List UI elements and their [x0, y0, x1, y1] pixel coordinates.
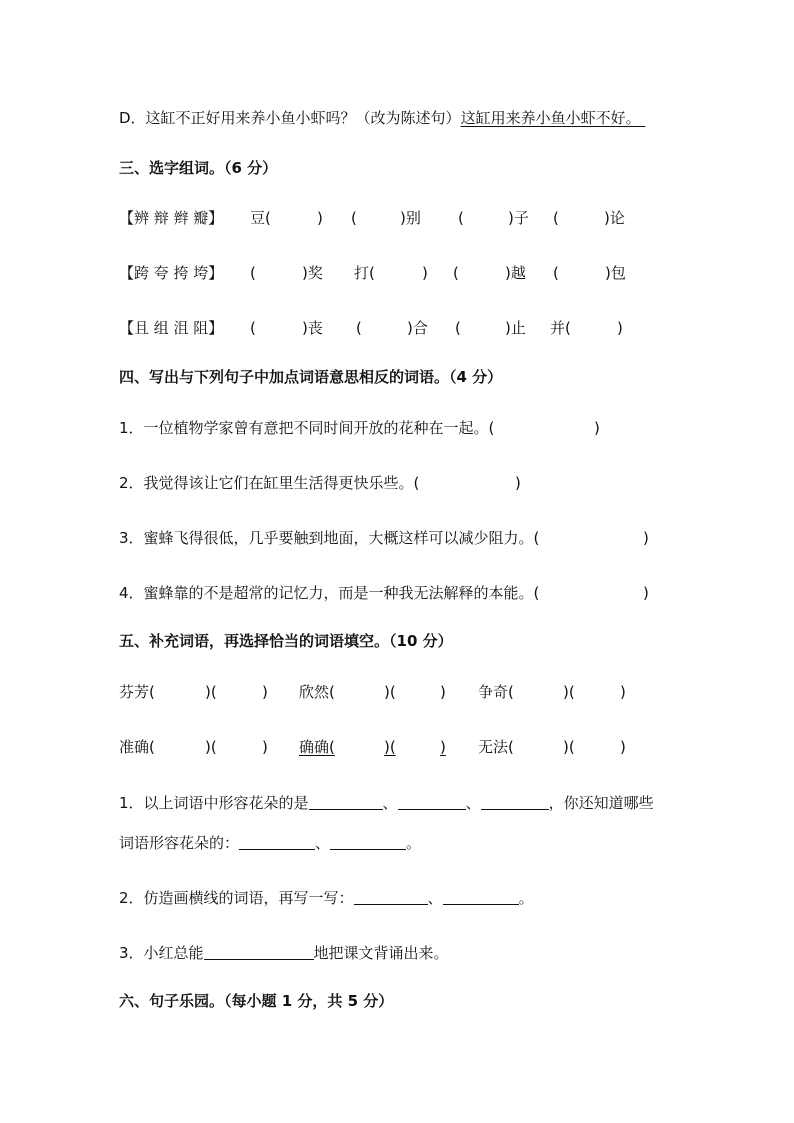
char-group: 【辨 辩 辫 瓣】: [119, 209, 224, 227]
word-blank: )(: [563, 683, 575, 701]
answer-blank: [443, 888, 519, 905]
blank-close: ): [422, 264, 428, 282]
word-blank: )(: [563, 738, 575, 756]
blank-open: 豆(: [250, 209, 271, 227]
section3-heading: 三、选字组词。（6 分）: [119, 159, 278, 177]
blank-open: (: [250, 264, 256, 282]
item-text: 2．我觉得该让它们在缸里生活得更快乐些。(: [119, 474, 420, 492]
blank-close: ): [594, 419, 600, 437]
section3-row-3: [119, 318, 679, 338]
blank-close: )止: [505, 319, 526, 337]
section5-word-row-2: [119, 737, 639, 757]
blank-open: (: [351, 209, 357, 227]
word-blank: )(: [384, 683, 396, 701]
section3-row-2: [119, 263, 679, 283]
section5-word-row-1: [119, 682, 639, 702]
question-d-text: D．这缸不正好用来养小鱼小虾吗？（改为陈述句）: [119, 109, 461, 127]
answer-blank: [481, 793, 549, 810]
answer-blank: [239, 833, 315, 850]
blank-open: 打(: [354, 264, 375, 282]
blank-close: )子: [508, 209, 529, 227]
word-blank: ): [262, 683, 268, 701]
q3-text-cont: 地把课文背诵出来。: [313, 944, 449, 962]
word-blank: 芬芳(: [119, 683, 155, 701]
answer-blank: [204, 943, 314, 960]
blank-close: )别: [400, 209, 421, 227]
q1-text-cont: ，你还知道哪些: [548, 794, 654, 812]
blank-open: (: [250, 319, 256, 337]
q2-text: 2．仿造画横线的词语，再写一写：: [119, 889, 354, 907]
blank-close: ): [617, 319, 623, 337]
blank-open: (: [455, 319, 461, 337]
word-blank: ): [620, 683, 626, 701]
word-blank: 准确(: [119, 738, 155, 756]
answer-blank: [354, 888, 428, 905]
section4-heading: 四、写出与下列句子中加点词语意思相反的词语。（4 分）: [119, 368, 503, 386]
blank-close: ): [317, 209, 323, 227]
word-blank: ): [262, 738, 268, 756]
word-blank: )(: [205, 738, 217, 756]
blank-close: ): [643, 584, 649, 602]
section4-item-2: [119, 473, 539, 493]
q3-text: 3．小红总能: [119, 944, 204, 962]
blank-open: (: [553, 209, 559, 227]
q1-text: 1．以上词语中形容花朵的是: [119, 794, 309, 812]
blank-close: ): [515, 474, 521, 492]
section4-item-1: [119, 418, 619, 438]
blank-close: )越: [505, 264, 526, 282]
blank-open: 并(: [550, 319, 571, 337]
section5-question-3: [119, 943, 449, 963]
blank-close: )丧: [302, 319, 323, 337]
char-group: 【且 组 沮 阻】: [119, 319, 224, 337]
item-text: 1．一位植物学家曾有意把不同时间开放的花种在一起。(: [119, 419, 495, 437]
blank-open: (: [458, 209, 464, 227]
section5-question-1-cont: 词语形容花朵的： 、 。: [119, 834, 422, 852]
section4-item-3: [119, 528, 664, 548]
question-d: [119, 108, 645, 128]
char-group: 【跨 夸 挎 垮】: [119, 264, 224, 282]
word-blank-underlined: ): [440, 738, 446, 756]
blank-close: )论: [604, 209, 625, 227]
answer-blank: [330, 833, 406, 850]
section5-heading: 五、补充词语，再选择恰当的词语填空。（10 分）: [119, 632, 453, 650]
word-blank: 争奇(: [478, 683, 514, 701]
blank-open: (: [553, 264, 559, 282]
blank-close: )包: [605, 264, 626, 282]
word-blank: ): [440, 683, 446, 701]
word-blank: ): [620, 738, 626, 756]
word-blank: )(: [205, 683, 217, 701]
word-blank-underlined: )(: [384, 738, 396, 756]
section3-row-1: [119, 208, 679, 228]
word-blank-underlined: 确确(: [299, 738, 335, 756]
word-blank: 欣然(: [299, 683, 335, 701]
item-text: 3．蜜蜂飞得很低，几乎要触到地面，大概这样可以减少阻力。(: [119, 529, 540, 547]
section5-question-2: 2．仿造画横线的词语，再写一写： 、 。: [119, 889, 534, 907]
item-text: 4．蜜蜂靠的不是超常的记忆力，而是一种我无法解释的本能。(: [119, 584, 540, 602]
answer-blank: [309, 793, 383, 810]
blank-close: )奖: [302, 264, 323, 282]
section4-item-4: [119, 583, 664, 603]
section5-question-1: 1．以上词语中形容花朵的是 、 、 ，你还知道哪些: [119, 794, 654, 812]
blank-open: (: [453, 264, 459, 282]
blank-close: ): [643, 529, 649, 547]
question-d-answer: 这缸用来养小鱼小虾不好。: [460, 109, 641, 127]
section6-heading: 六、句子乐园。（每小题 1 分，共 5 分）: [119, 992, 394, 1010]
blank-close: )合: [407, 319, 428, 337]
q1-text-2: 词语形容花朵的：: [119, 834, 240, 852]
word-blank: 无法(: [478, 738, 514, 756]
blank-open: (: [356, 319, 362, 337]
answer-blank: [398, 793, 466, 810]
